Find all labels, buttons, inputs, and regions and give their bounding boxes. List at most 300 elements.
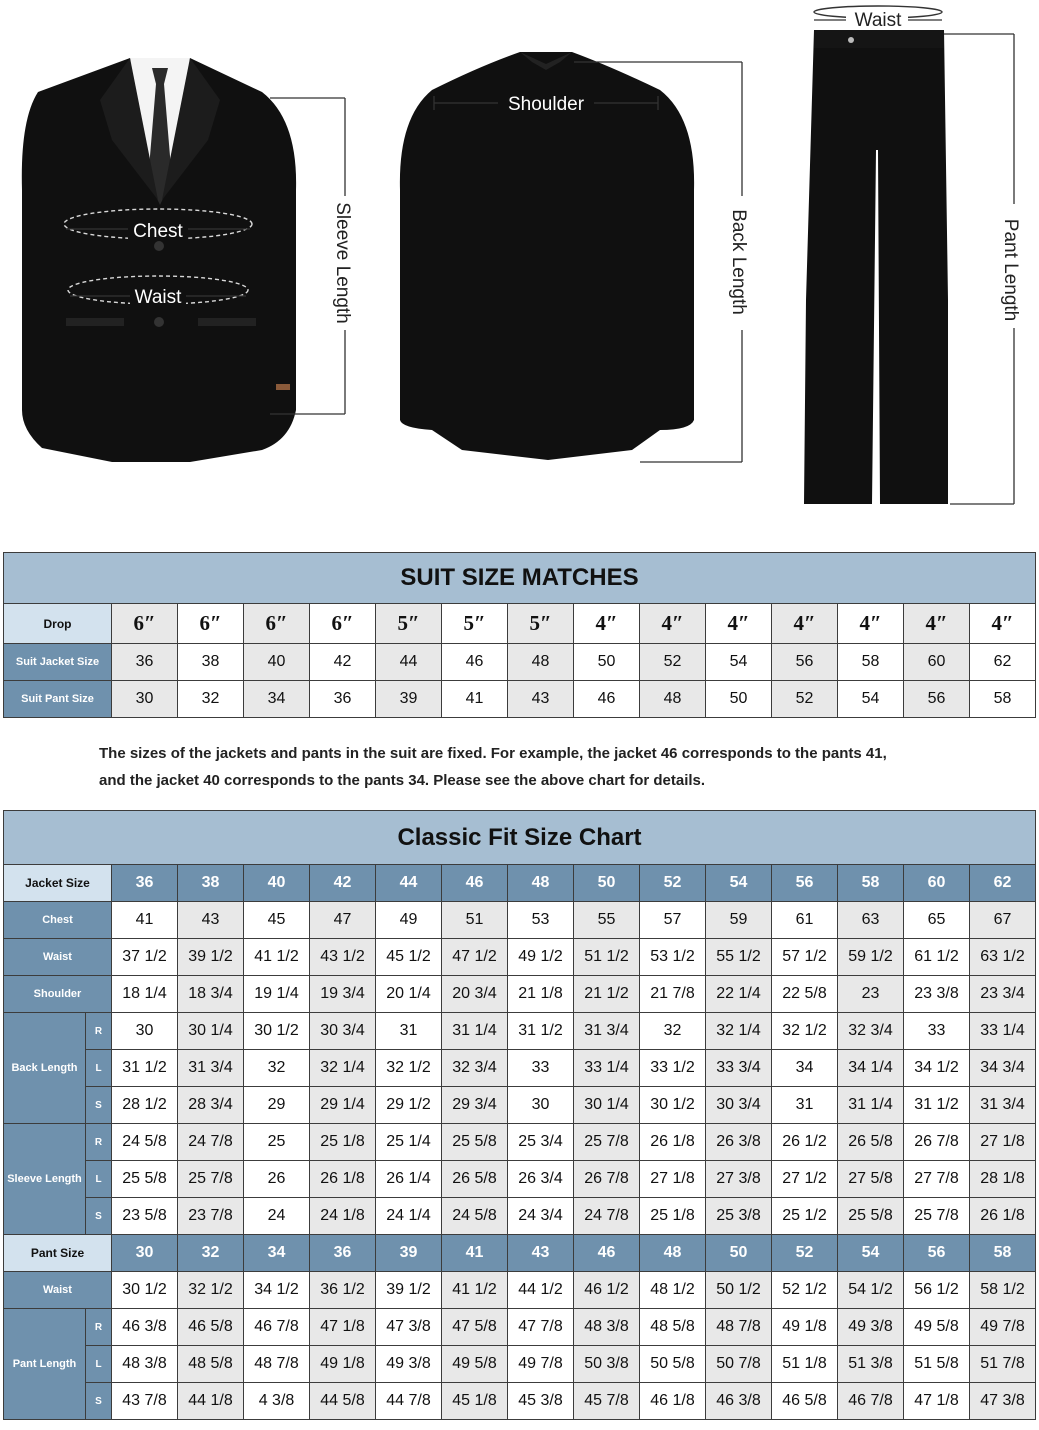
measurement-value: 27 1/2 xyxy=(772,1161,838,1198)
measurement-value: 41 xyxy=(112,902,178,939)
row-label: Suit Jacket Size xyxy=(4,644,112,681)
size-value: 58 xyxy=(838,644,904,681)
size-header-value: 46 xyxy=(574,1235,640,1272)
measurement-value: 46 5/8 xyxy=(178,1309,244,1346)
measurement-value: 34 1/2 xyxy=(904,1050,970,1087)
row-label: Drop xyxy=(4,604,112,644)
measurement-value: 31 3/4 xyxy=(178,1050,244,1087)
jacket-front-image xyxy=(22,58,353,462)
size-value: 48 xyxy=(508,644,574,681)
size-value: 40 xyxy=(244,644,310,681)
measurement-value: 26 3/8 xyxy=(706,1124,772,1161)
measurement-value: 30 1/2 xyxy=(244,1013,310,1050)
measurement-value: 26 5/8 xyxy=(442,1161,508,1198)
measurement-value: 25 3/4 xyxy=(508,1124,574,1161)
measurement-value: 49 7/8 xyxy=(970,1309,1036,1346)
measurement-value: 24 1/4 xyxy=(376,1198,442,1235)
measurement-value: 33 3/4 xyxy=(706,1050,772,1087)
size-header-value: 48 xyxy=(640,1235,706,1272)
measurement-value: 47 xyxy=(310,902,376,939)
measurement-value: 44 5/8 xyxy=(310,1383,376,1420)
measurement-value: 26 1/8 xyxy=(640,1124,706,1161)
measurement-value: 50 7/8 xyxy=(706,1346,772,1383)
pant-size-header-row xyxy=(4,1235,1036,1272)
drop-value: 4″ xyxy=(904,604,970,644)
size-header-value: 46 xyxy=(442,865,508,902)
measurement-value: 43 7/8 xyxy=(112,1383,178,1420)
measurement-value: 22 5/8 xyxy=(772,976,838,1013)
drop-value: 6″ xyxy=(244,604,310,644)
measurement-value: 18 1/4 xyxy=(112,976,178,1013)
measurement-value: 24 1/8 xyxy=(310,1198,376,1235)
measurement-value: 46 5/8 xyxy=(772,1383,838,1420)
measurement-value: 32 1/2 xyxy=(772,1013,838,1050)
measurement-value: 43 1/2 xyxy=(310,939,376,976)
size-header-value: 36 xyxy=(310,1235,376,1272)
measurement-value: 46 1/2 xyxy=(574,1272,640,1309)
measurement-value: 48 5/8 xyxy=(178,1346,244,1383)
measurement-value: 51 1/8 xyxy=(772,1346,838,1383)
row-label: Pant Length xyxy=(4,1309,86,1420)
measurement-value: 31 xyxy=(376,1013,442,1050)
measurement-value: 23 xyxy=(838,976,904,1013)
measurement-value: 41 1/2 xyxy=(244,939,310,976)
measurement-value: 49 xyxy=(376,902,442,939)
size-header-value: 56 xyxy=(904,1235,970,1272)
fit-code: L xyxy=(86,1050,112,1087)
measurement-value: 20 1/4 xyxy=(376,976,442,1013)
pant-waist-row xyxy=(4,1272,1036,1309)
pant-length-row-l xyxy=(4,1346,1036,1383)
drop-value: 6″ xyxy=(310,604,376,644)
measurement-value: 26 7/8 xyxy=(574,1161,640,1198)
drop-value: 4″ xyxy=(970,604,1036,644)
drop-value: 4″ xyxy=(772,604,838,644)
jacket-waist-label: Waist xyxy=(134,287,182,308)
measurement-value: 37 1/2 xyxy=(112,939,178,976)
drop-value: 4″ xyxy=(640,604,706,644)
measurement-value: 26 1/2 xyxy=(772,1124,838,1161)
measurement-value: 31 1/2 xyxy=(508,1013,574,1050)
chest-row xyxy=(4,902,1036,939)
measurement-value: 26 1/8 xyxy=(970,1198,1036,1235)
measurement-value: 25 xyxy=(244,1124,310,1161)
size-note-line-1: The sizes of the jackets and pants in the suit are fixed. For example, the jacket 46 corresponds to the pants 41, xyxy=(99,745,887,762)
measurement-value: 63 xyxy=(838,902,904,939)
header-label: Jacket Size xyxy=(4,865,112,902)
sleeve-length-row-r xyxy=(4,1124,1036,1161)
measurement-value: 36 1/2 xyxy=(310,1272,376,1309)
suit-size-matches-table xyxy=(3,552,1036,718)
fit-code: S xyxy=(86,1087,112,1124)
row-label: Waist xyxy=(4,939,112,976)
measurement-value: 30 1/2 xyxy=(112,1272,178,1309)
size-header-value: 50 xyxy=(706,1235,772,1272)
fit-code: R xyxy=(86,1013,112,1050)
measurement-value: 55 xyxy=(574,902,640,939)
measurement-value: 26 5/8 xyxy=(838,1124,904,1161)
measurement-value: 25 5/8 xyxy=(442,1124,508,1161)
sleeve-length-row-l xyxy=(4,1161,1036,1198)
measurement-value: 34 xyxy=(772,1050,838,1087)
measurement-value: 61 xyxy=(772,902,838,939)
fit-code: S xyxy=(86,1383,112,1420)
measurement-value: 33 1/4 xyxy=(970,1013,1036,1050)
row-label: Shoulder xyxy=(4,976,112,1013)
size-value: 36 xyxy=(310,681,376,718)
measurement-value: 56 1/2 xyxy=(904,1272,970,1309)
measurement-value: 47 5/8 xyxy=(442,1309,508,1346)
measurement-value: 47 3/8 xyxy=(376,1309,442,1346)
measurement-value: 33 1/2 xyxy=(640,1050,706,1087)
measurement-value: 46 3/8 xyxy=(112,1309,178,1346)
measurement-value: 32 1/2 xyxy=(376,1050,442,1087)
size-value: 39 xyxy=(376,681,442,718)
pant-length-row-s xyxy=(4,1383,1036,1420)
size-value: 42 xyxy=(310,644,376,681)
measurement-value: 30 1/2 xyxy=(640,1087,706,1124)
size-header-value: 32 xyxy=(178,1235,244,1272)
measurement-value: 29 1/2 xyxy=(376,1087,442,1124)
measurement-value: 49 3/8 xyxy=(838,1309,904,1346)
measurement-value: 29 3/4 xyxy=(442,1087,508,1124)
measurement-value: 31 xyxy=(772,1087,838,1124)
size-header-value: 54 xyxy=(838,1235,904,1272)
measurement-value: 57 1/2 xyxy=(772,939,838,976)
size-header-value: 39 xyxy=(376,1235,442,1272)
size-note xyxy=(99,740,979,794)
measurement-value: 32 3/4 xyxy=(442,1050,508,1087)
size-value: 50 xyxy=(574,644,640,681)
back-length-label: Back Length xyxy=(728,209,749,315)
size-value: 54 xyxy=(706,644,772,681)
measurement-value: 32 xyxy=(244,1050,310,1087)
measurement-value: 51 xyxy=(442,902,508,939)
size-note-line-2: and the jacket 40 corresponds to the pants 34. Please see the above chart for details. xyxy=(99,772,706,789)
measurement-value: 24 5/8 xyxy=(442,1198,508,1235)
measurement-value: 26 xyxy=(244,1161,310,1198)
measurement-value: 25 7/8 xyxy=(178,1161,244,1198)
measurement-value: 33 xyxy=(904,1013,970,1050)
classic-fit-size-chart xyxy=(3,810,1036,1420)
measurement-value: 39 1/2 xyxy=(178,939,244,976)
measurement-value: 25 1/2 xyxy=(772,1198,838,1235)
measurement-value: 34 3/4 xyxy=(970,1050,1036,1087)
measurement-value: 51 3/8 xyxy=(838,1346,904,1383)
measurement-value: 46 7/8 xyxy=(838,1383,904,1420)
measurement-value: 48 3/8 xyxy=(574,1309,640,1346)
suit-size-matches-title: SUIT SIZE MATCHES xyxy=(4,553,1036,604)
measurement-value: 25 1/4 xyxy=(376,1124,442,1161)
size-value: 56 xyxy=(904,681,970,718)
measurement-value: 26 1/4 xyxy=(376,1161,442,1198)
jacket-back-image xyxy=(400,52,749,462)
measurement-value: 28 1/8 xyxy=(970,1161,1036,1198)
fit-code: R xyxy=(86,1124,112,1161)
pant-waist-label: Waist xyxy=(854,10,902,31)
size-header-value: 52 xyxy=(772,1235,838,1272)
measurement-value: 65 xyxy=(904,902,970,939)
measurement-value: 24 3/4 xyxy=(508,1198,574,1235)
measurement-value: 27 7/8 xyxy=(904,1161,970,1198)
measurement-value: 28 3/4 xyxy=(178,1087,244,1124)
size-value: 46 xyxy=(442,644,508,681)
measurement-value: 61 1/2 xyxy=(904,939,970,976)
measurement-value: 47 1/8 xyxy=(310,1309,376,1346)
measurement-value: 25 1/8 xyxy=(640,1198,706,1235)
size-value: 38 xyxy=(178,644,244,681)
measurement-value: 49 5/8 xyxy=(904,1309,970,1346)
measurement-value: 25 3/8 xyxy=(706,1198,772,1235)
measurement-value: 19 3/4 xyxy=(310,976,376,1013)
measurement-value: 39 1/2 xyxy=(376,1272,442,1309)
measurement-value: 49 5/8 xyxy=(442,1346,508,1383)
drop-value: 6″ xyxy=(112,604,178,644)
measurement-value: 50 3/8 xyxy=(574,1346,640,1383)
row-label: Suit Pant Size xyxy=(4,681,112,718)
drop-value: 4″ xyxy=(706,604,772,644)
measurement-value: 25 5/8 xyxy=(112,1161,178,1198)
drop-value: 5″ xyxy=(376,604,442,644)
size-header-value: 36 xyxy=(112,865,178,902)
measurement-value: 44 1/2 xyxy=(508,1272,574,1309)
measurement-value: 32 xyxy=(640,1013,706,1050)
measurement-value: 49 3/8 xyxy=(376,1346,442,1383)
measurement-value: 19 1/4 xyxy=(244,976,310,1013)
measurement-value: 26 7/8 xyxy=(904,1124,970,1161)
measurement-value: 30 xyxy=(508,1087,574,1124)
measurement-value: 24 5/8 xyxy=(112,1124,178,1161)
measurement-value: 32 1/4 xyxy=(310,1050,376,1087)
size-header-value: 48 xyxy=(508,865,574,902)
size-header-value: 41 xyxy=(442,1235,508,1272)
measurement-value: 52 1/2 xyxy=(772,1272,838,1309)
sleeve-length-label: Sleeve Length xyxy=(332,202,353,324)
measurement-value: 48 7/8 xyxy=(706,1309,772,1346)
measurement-value: 31 1/2 xyxy=(904,1087,970,1124)
measurement-value: 46 1/8 xyxy=(640,1383,706,1420)
measurement-value: 41 1/2 xyxy=(442,1272,508,1309)
suit-measurement-illustration xyxy=(0,0,1039,540)
measurement-value: 20 3/4 xyxy=(442,976,508,1013)
measurement-value: 47 3/8 xyxy=(970,1383,1036,1420)
fit-code: S xyxy=(86,1198,112,1235)
measurement-value: 51 7/8 xyxy=(970,1346,1036,1383)
measurement-value: 51 1/2 xyxy=(574,939,640,976)
size-header-value: 52 xyxy=(640,865,706,902)
row-label: Waist xyxy=(4,1272,112,1309)
measurement-value: 27 3/8 xyxy=(706,1161,772,1198)
size-value: 52 xyxy=(640,644,706,681)
measurement-value: 18 3/4 xyxy=(178,976,244,1013)
size-header-value: 58 xyxy=(970,1235,1036,1272)
measurement-value: 47 1/8 xyxy=(904,1383,970,1420)
jacket-size-header-row xyxy=(4,865,1036,902)
back-length-row-r xyxy=(4,1013,1036,1050)
measurement-value: 43 xyxy=(178,902,244,939)
measurement-value: 45 3/8 xyxy=(508,1383,574,1420)
size-header-value: 56 xyxy=(772,865,838,902)
pant-size-row xyxy=(4,681,1036,718)
size-header-value: 42 xyxy=(310,865,376,902)
measurement-value: 55 1/2 xyxy=(706,939,772,976)
measurement-value: 47 1/2 xyxy=(442,939,508,976)
row-label: Sleeve Length xyxy=(4,1124,86,1235)
measurement-value: 45 7/8 xyxy=(574,1383,640,1420)
size-header-value: 54 xyxy=(706,865,772,902)
measurement-value: 49 1/8 xyxy=(310,1346,376,1383)
measurement-value: 33 xyxy=(508,1050,574,1087)
measurement-value: 25 7/8 xyxy=(574,1124,640,1161)
measurement-value: 23 3/4 xyxy=(970,976,1036,1013)
fit-code: L xyxy=(86,1346,112,1383)
pants-image xyxy=(804,6,1021,504)
size-header-value: 44 xyxy=(376,865,442,902)
measurement-value: 33 1/4 xyxy=(574,1050,640,1087)
measurement-value: 34 1/2 xyxy=(244,1272,310,1309)
measurement-value: 30 xyxy=(112,1013,178,1050)
measurement-value: 23 5/8 xyxy=(112,1198,178,1235)
measurement-value: 23 7/8 xyxy=(178,1198,244,1235)
measurement-value: 21 1/2 xyxy=(574,976,640,1013)
measurement-value: 57 xyxy=(640,902,706,939)
measurement-value: 48 3/8 xyxy=(112,1346,178,1383)
measurement-value: 31 1/4 xyxy=(838,1087,904,1124)
measurement-value: 59 xyxy=(706,902,772,939)
size-value: 58 xyxy=(970,681,1036,718)
size-value: 44 xyxy=(376,644,442,681)
jacket-size-row xyxy=(4,644,1036,681)
size-header-value: 34 xyxy=(244,1235,310,1272)
measurement-value: 23 3/8 xyxy=(904,976,970,1013)
size-value: 48 xyxy=(640,681,706,718)
measurement-value: 48 1/2 xyxy=(640,1272,706,1309)
measurement-value: 24 xyxy=(244,1198,310,1235)
back-length-row-s xyxy=(4,1087,1036,1124)
size-header-value: 50 xyxy=(574,865,640,902)
measurement-value: 21 7/8 xyxy=(640,976,706,1013)
size-value: 60 xyxy=(904,644,970,681)
measurement-value: 31 1/2 xyxy=(112,1050,178,1087)
measurement-value: 28 1/2 xyxy=(112,1087,178,1124)
drop-value: 6″ xyxy=(178,604,244,644)
size-value: 62 xyxy=(970,644,1036,681)
row-label: Back Length xyxy=(4,1013,86,1124)
drop-value: 4″ xyxy=(574,604,640,644)
size-value: 54 xyxy=(838,681,904,718)
measurement-value: 32 1/2 xyxy=(178,1272,244,1309)
size-value: 34 xyxy=(244,681,310,718)
measurement-value: 46 7/8 xyxy=(244,1309,310,1346)
measurement-value: 49 7/8 xyxy=(508,1346,574,1383)
size-value: 46 xyxy=(574,681,640,718)
measurement-value: 67 xyxy=(970,902,1036,939)
fit-code: R xyxy=(86,1309,112,1346)
waist-row xyxy=(4,939,1036,976)
size-value: 50 xyxy=(706,681,772,718)
measurement-value: 53 1/2 xyxy=(640,939,706,976)
measurement-value: 27 5/8 xyxy=(838,1161,904,1198)
measurement-value: 29 1/4 xyxy=(310,1087,376,1124)
size-header-value: 60 xyxy=(904,865,970,902)
sleeve-length-row-s xyxy=(4,1198,1036,1235)
measurement-value: 53 xyxy=(508,902,574,939)
back-length-row-l xyxy=(4,1050,1036,1087)
size-value: 43 xyxy=(508,681,574,718)
measurement-value: 58 1/2 xyxy=(970,1272,1036,1309)
size-value: 56 xyxy=(772,644,838,681)
measurement-value: 47 7/8 xyxy=(508,1309,574,1346)
measurement-value: 59 1/2 xyxy=(838,939,904,976)
measurement-value: 27 1/8 xyxy=(970,1124,1036,1161)
measurement-value: 22 1/4 xyxy=(706,976,772,1013)
row-label: Chest xyxy=(4,902,112,939)
size-header-value: 43 xyxy=(508,1235,574,1272)
measurement-value: 50 1/2 xyxy=(706,1272,772,1309)
measurement-value: 31 1/4 xyxy=(442,1013,508,1050)
measurement-value: 21 1/8 xyxy=(508,976,574,1013)
measurement-value: 30 1/4 xyxy=(574,1087,640,1124)
measurement-value: 24 7/8 xyxy=(178,1124,244,1161)
drop-value: 5″ xyxy=(508,604,574,644)
measurement-value: 30 1/4 xyxy=(178,1013,244,1050)
chest-label: Chest xyxy=(133,221,183,242)
fit-code: L xyxy=(86,1161,112,1198)
drop-value: 4″ xyxy=(838,604,904,644)
size-value: 36 xyxy=(112,644,178,681)
shoulder-row xyxy=(4,976,1036,1013)
drop-value: 5″ xyxy=(442,604,508,644)
size-header-value: 30 xyxy=(112,1235,178,1272)
measurement-value: 44 7/8 xyxy=(376,1383,442,1420)
measurement-value: 29 xyxy=(244,1087,310,1124)
header-label: Pant Size xyxy=(4,1235,112,1272)
size-chart-title: Classic Fit Size Chart xyxy=(4,811,1036,865)
shoulder-label: Shoulder xyxy=(507,94,585,115)
measurement-value: 30 3/4 xyxy=(310,1013,376,1050)
measurement-value: 34 1/4 xyxy=(838,1050,904,1087)
measurement-value: 32 1/4 xyxy=(706,1013,772,1050)
size-header-value: 58 xyxy=(838,865,904,902)
measurement-value: 27 1/8 xyxy=(640,1161,706,1198)
measurement-value: 26 1/8 xyxy=(310,1161,376,1198)
measurement-value: 54 1/2 xyxy=(838,1272,904,1309)
measurement-value: 48 5/8 xyxy=(640,1309,706,1346)
pant-length-row-r xyxy=(4,1309,1036,1346)
measurement-value: 46 3/8 xyxy=(706,1383,772,1420)
measurement-value: 24 7/8 xyxy=(574,1198,640,1235)
pant-length-label: Pant Length xyxy=(1000,218,1021,322)
drop-row xyxy=(4,604,1036,644)
measurement-value: 31 3/4 xyxy=(574,1013,640,1050)
measurement-value: 30 3/4 xyxy=(706,1087,772,1124)
size-value: 41 xyxy=(442,681,508,718)
size-value: 30 xyxy=(112,681,178,718)
measurement-value: 49 1/2 xyxy=(508,939,574,976)
measurement-value: 4 3/8 xyxy=(244,1383,310,1420)
measurement-value: 51 5/8 xyxy=(904,1346,970,1383)
measurement-value: 45 1/2 xyxy=(376,939,442,976)
size-value: 32 xyxy=(178,681,244,718)
size-header-value: 62 xyxy=(970,865,1036,902)
measurement-value: 63 1/2 xyxy=(970,939,1036,976)
size-header-value: 40 xyxy=(244,865,310,902)
size-header-value: 38 xyxy=(178,865,244,902)
measurement-value: 49 1/8 xyxy=(772,1309,838,1346)
measurement-value: 25 5/8 xyxy=(838,1198,904,1235)
measurement-value: 50 5/8 xyxy=(640,1346,706,1383)
measurement-value: 26 3/4 xyxy=(508,1161,574,1198)
